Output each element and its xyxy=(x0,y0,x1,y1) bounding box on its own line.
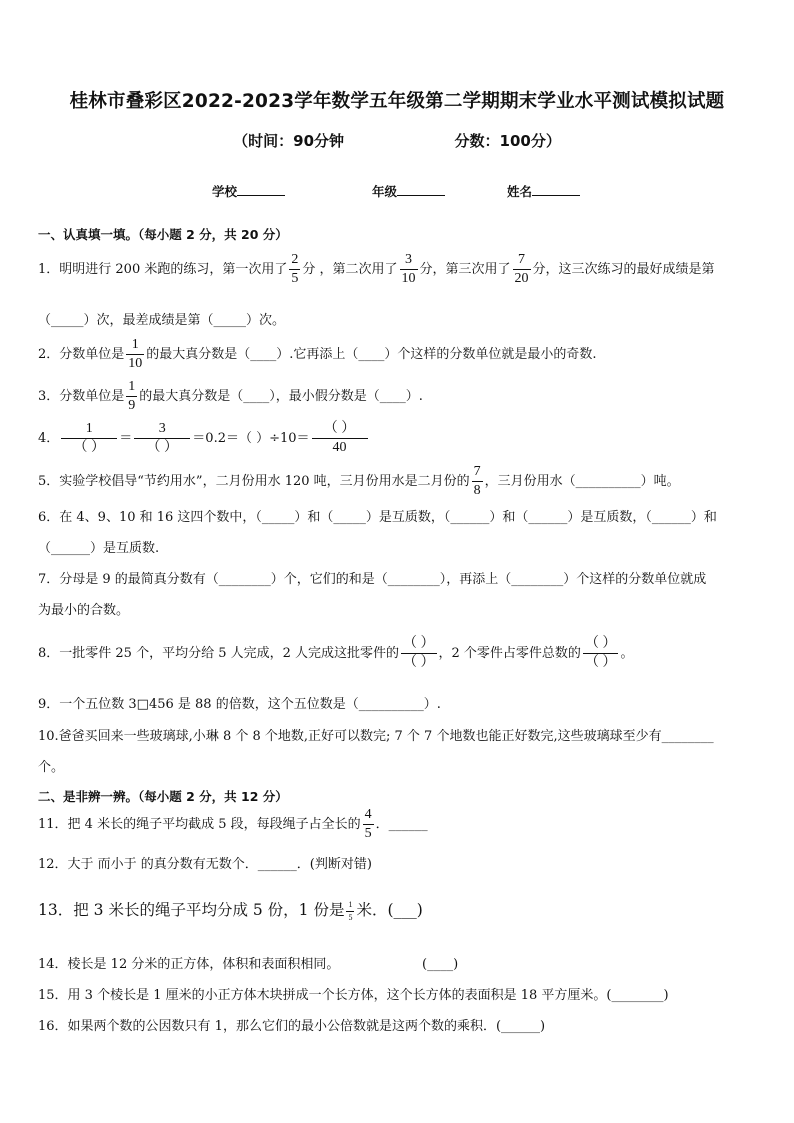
question-6: 6．在 4、9、10 和 16 这四个数中，（_____）和（_____）是互质数，（______）和（______）是互质数，（______）和 xyxy=(38,510,717,525)
question-15: 15．用 3 个棱长是 1 厘米的小正方体木块拼成一个长方体，这个长方体的表面积是 18 平方厘米。(________) xyxy=(38,988,669,1003)
question-8: 8．一批零件 25 个，平均分给 5 人完成，2 人完成这批零件的 $\frac{( )}{( )}$ ，2 个零件占零件总数的 $\frac{( )}{( )}$ 。 xyxy=(38,636,634,670)
question-13: 13．把 3 米长的绳子平均分成 5 份，1 份是 $\frac{1}{5}$ 米．(___) xyxy=(38,899,423,922)
question-6-line2: （______）是互质数. xyxy=(38,541,160,556)
section-1-heading: 一、认真填一填。（每小题 2 分，共 20 分） xyxy=(38,227,288,242)
fraction: $\frac{( )}{( )}$ xyxy=(584,636,617,670)
question-7-line2: 为最小的合数。 xyxy=(38,603,130,618)
fraction: $\frac{7}{20}$ xyxy=(514,252,529,286)
fraction: $\frac{1}{9}$ xyxy=(128,379,136,413)
question-1-line2: （_____）次，最差成绩是第（_____）次。 xyxy=(38,313,286,328)
total-score: 分数：100分） xyxy=(454,132,561,150)
question-14: 14．棱长是 12 分米的正方体，体积和表面积相同。 xyxy=(38,957,340,972)
fraction: $\frac{4}{5}$ xyxy=(364,807,372,841)
question-14-answer: (____) xyxy=(422,957,459,972)
fraction: $\frac{3}{10}$ xyxy=(401,252,416,286)
page-title: 桂林市叠彩区2022-2023学年数学五年级第二学期期末学业水平测试模拟试题 xyxy=(69,91,725,112)
name-field: 姓名 xyxy=(507,182,580,200)
question-10: 10.爸爸买回来一些玻璃球,小琳 8 个 8 个地数,正好可以数完; 7 个 7 个地数也能正好数完,这些玻璃球至少有________ xyxy=(38,729,714,744)
exam-meta xyxy=(0,130,794,151)
question-7: 7．分母是 9 的最简真分数有（________）个，它们的和是（________），再添上（________）个这样的分数单位就成 xyxy=(38,572,707,587)
question-9: 9．一个五位数 3□456 是 88 的倍数，这个五位数是（__________）. xyxy=(38,697,441,712)
question-1: 1．明明进行 200 米跑的练习，第一次用了 $\frac{2}{5}$ 分 ，第二次用了 $\frac{3}{10}$ 分，第三次用了 $\frac{7}{20}$ 分，这三次练习的最好成绩是第 xyxy=(38,252,715,286)
fraction: $\frac{1}{5}$ xyxy=(348,899,353,922)
question-3: 3．分数单位是 $\frac{1}{9}$ 的最大真分数是（____），最小假分数是（____）. xyxy=(38,379,423,413)
fraction: $\frac{( )}{40}$ xyxy=(312,422,368,455)
question-12: 12．大于 而小于 的真分数有无数个．______．(判断对错) xyxy=(38,857,372,872)
grade-field: 年级 xyxy=(372,182,445,200)
fraction: $\frac{3}{( )}$ xyxy=(134,422,190,455)
fraction: $\frac{2}{5}$ xyxy=(291,252,299,286)
time-limit: （时间：90分钟 xyxy=(233,132,345,150)
question-5: 5．实验学校倡导“节约用水”，二月份用水 120 吨，三月份用水是二月份的 $\frac{7}{8}$ ，三月份用水（__________）吨。 xyxy=(38,464,680,498)
fraction: $\frac{( )}{( )}$ xyxy=(403,636,435,670)
question-16: 16．如果两个数的公因数只有 1，那么它们的最小公倍数就是这两个数的乘积．(______) xyxy=(38,1019,546,1034)
question-2: 2．分数单位是 $\frac{1}{10}$ 的最大真分数是（____）.它再添上（____）个这样的分数单位就是最小的奇数. xyxy=(38,337,597,371)
fraction: $\frac{1}{10}$ xyxy=(128,337,143,371)
fraction: $\frac{1}{( )}$ xyxy=(61,422,117,455)
question-11: 11．把 4 米长的绳子平均截成 5 段，每段绳子占全长的 $\frac{4}{5}$ ．______ xyxy=(38,807,428,841)
school-field: 学校 xyxy=(212,182,285,200)
fraction: $\frac{7}{8}$ xyxy=(473,464,481,498)
section-2-heading: 二、是非辨一辨。（每小题 2 分，共 12 分） xyxy=(38,789,288,804)
question-10-line2: 个。 xyxy=(38,760,65,775)
question-4: 4． $\frac{1}{( )}$ ＝ $\frac{3}{( )}$ ＝0.2＝（ ）÷10＝ $\frac{( )}{40}$ xyxy=(38,422,370,455)
